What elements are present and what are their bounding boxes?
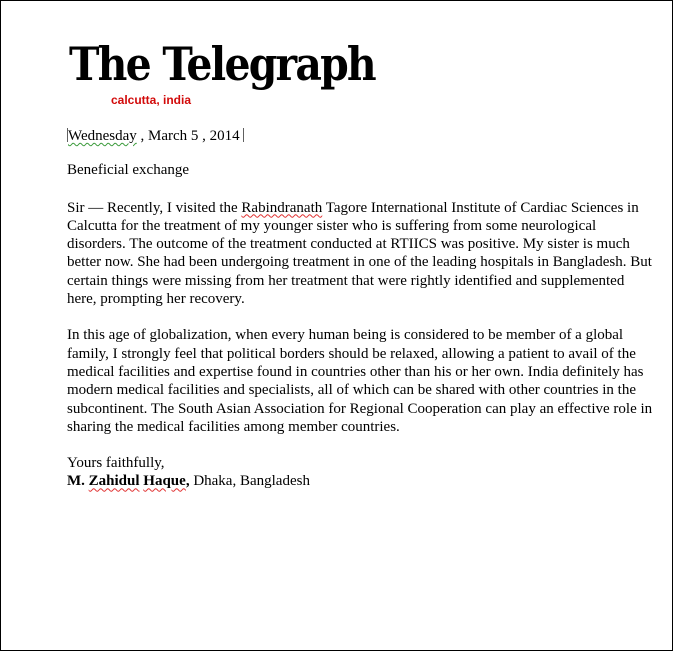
signature-initial: M. [67,473,89,490]
dateline [67,127,657,145]
signature-comma: , [185,473,190,490]
paragraph-1-rest: Tagore International Institute of Cardiac Sciences in Calcutta for the treatment of my younger sister who is suffering from some neurological disorders. The outcome of the treatment conducted at RTIICS was positive. My sister is much better now. She had been undergoing treatment in one of the leading hospitals in Bangladesh. But certain things were missing from her treatment that were rightly identified and supplemented here, prompting her recovery. [67,199,652,308]
signature-line [67,472,657,490]
paragraph-1 [67,199,657,309]
letter-heading: Beneficial exchange [67,162,190,179]
paragraph-1-lead: Sir — Recently, I visited the [67,199,242,216]
text-cursor-end [243,128,244,142]
newspaper-masthead [69,37,399,111]
masthead-title: The Telegraph [69,37,375,91]
misspelled-word[interactable]: Rabindranath [241,199,323,216]
closing-line: Yours faithfully, [67,455,165,472]
signature-location: Dhaka, Bangladesh [189,473,310,490]
letter-body[interactable] [67,127,657,491]
masthead-subtitle: calcutta, india [111,93,192,107]
signature-last-name[interactable]: Haque [143,473,186,490]
dateline-day: Wednesday [68,128,137,144]
dateline-date: , March 5 , 2014 [136,128,244,144]
signature-first-name[interactable]: Zahidul [88,473,140,490]
paragraph-2: In this age of globalization, when every human being is considered to be member of a global family, I strongly feel that political borders should be relaxed, allowing a patient to avail of the medical facilities and expertise found in countries other than his or her own. India definitely has modern medical facilities and specialists, all of which can be shared with other countries in the subcontinent. The South Asian Association for Regional Cooperation can play an effective role in sharing the medical facilities among member countries. [67,327,653,435]
